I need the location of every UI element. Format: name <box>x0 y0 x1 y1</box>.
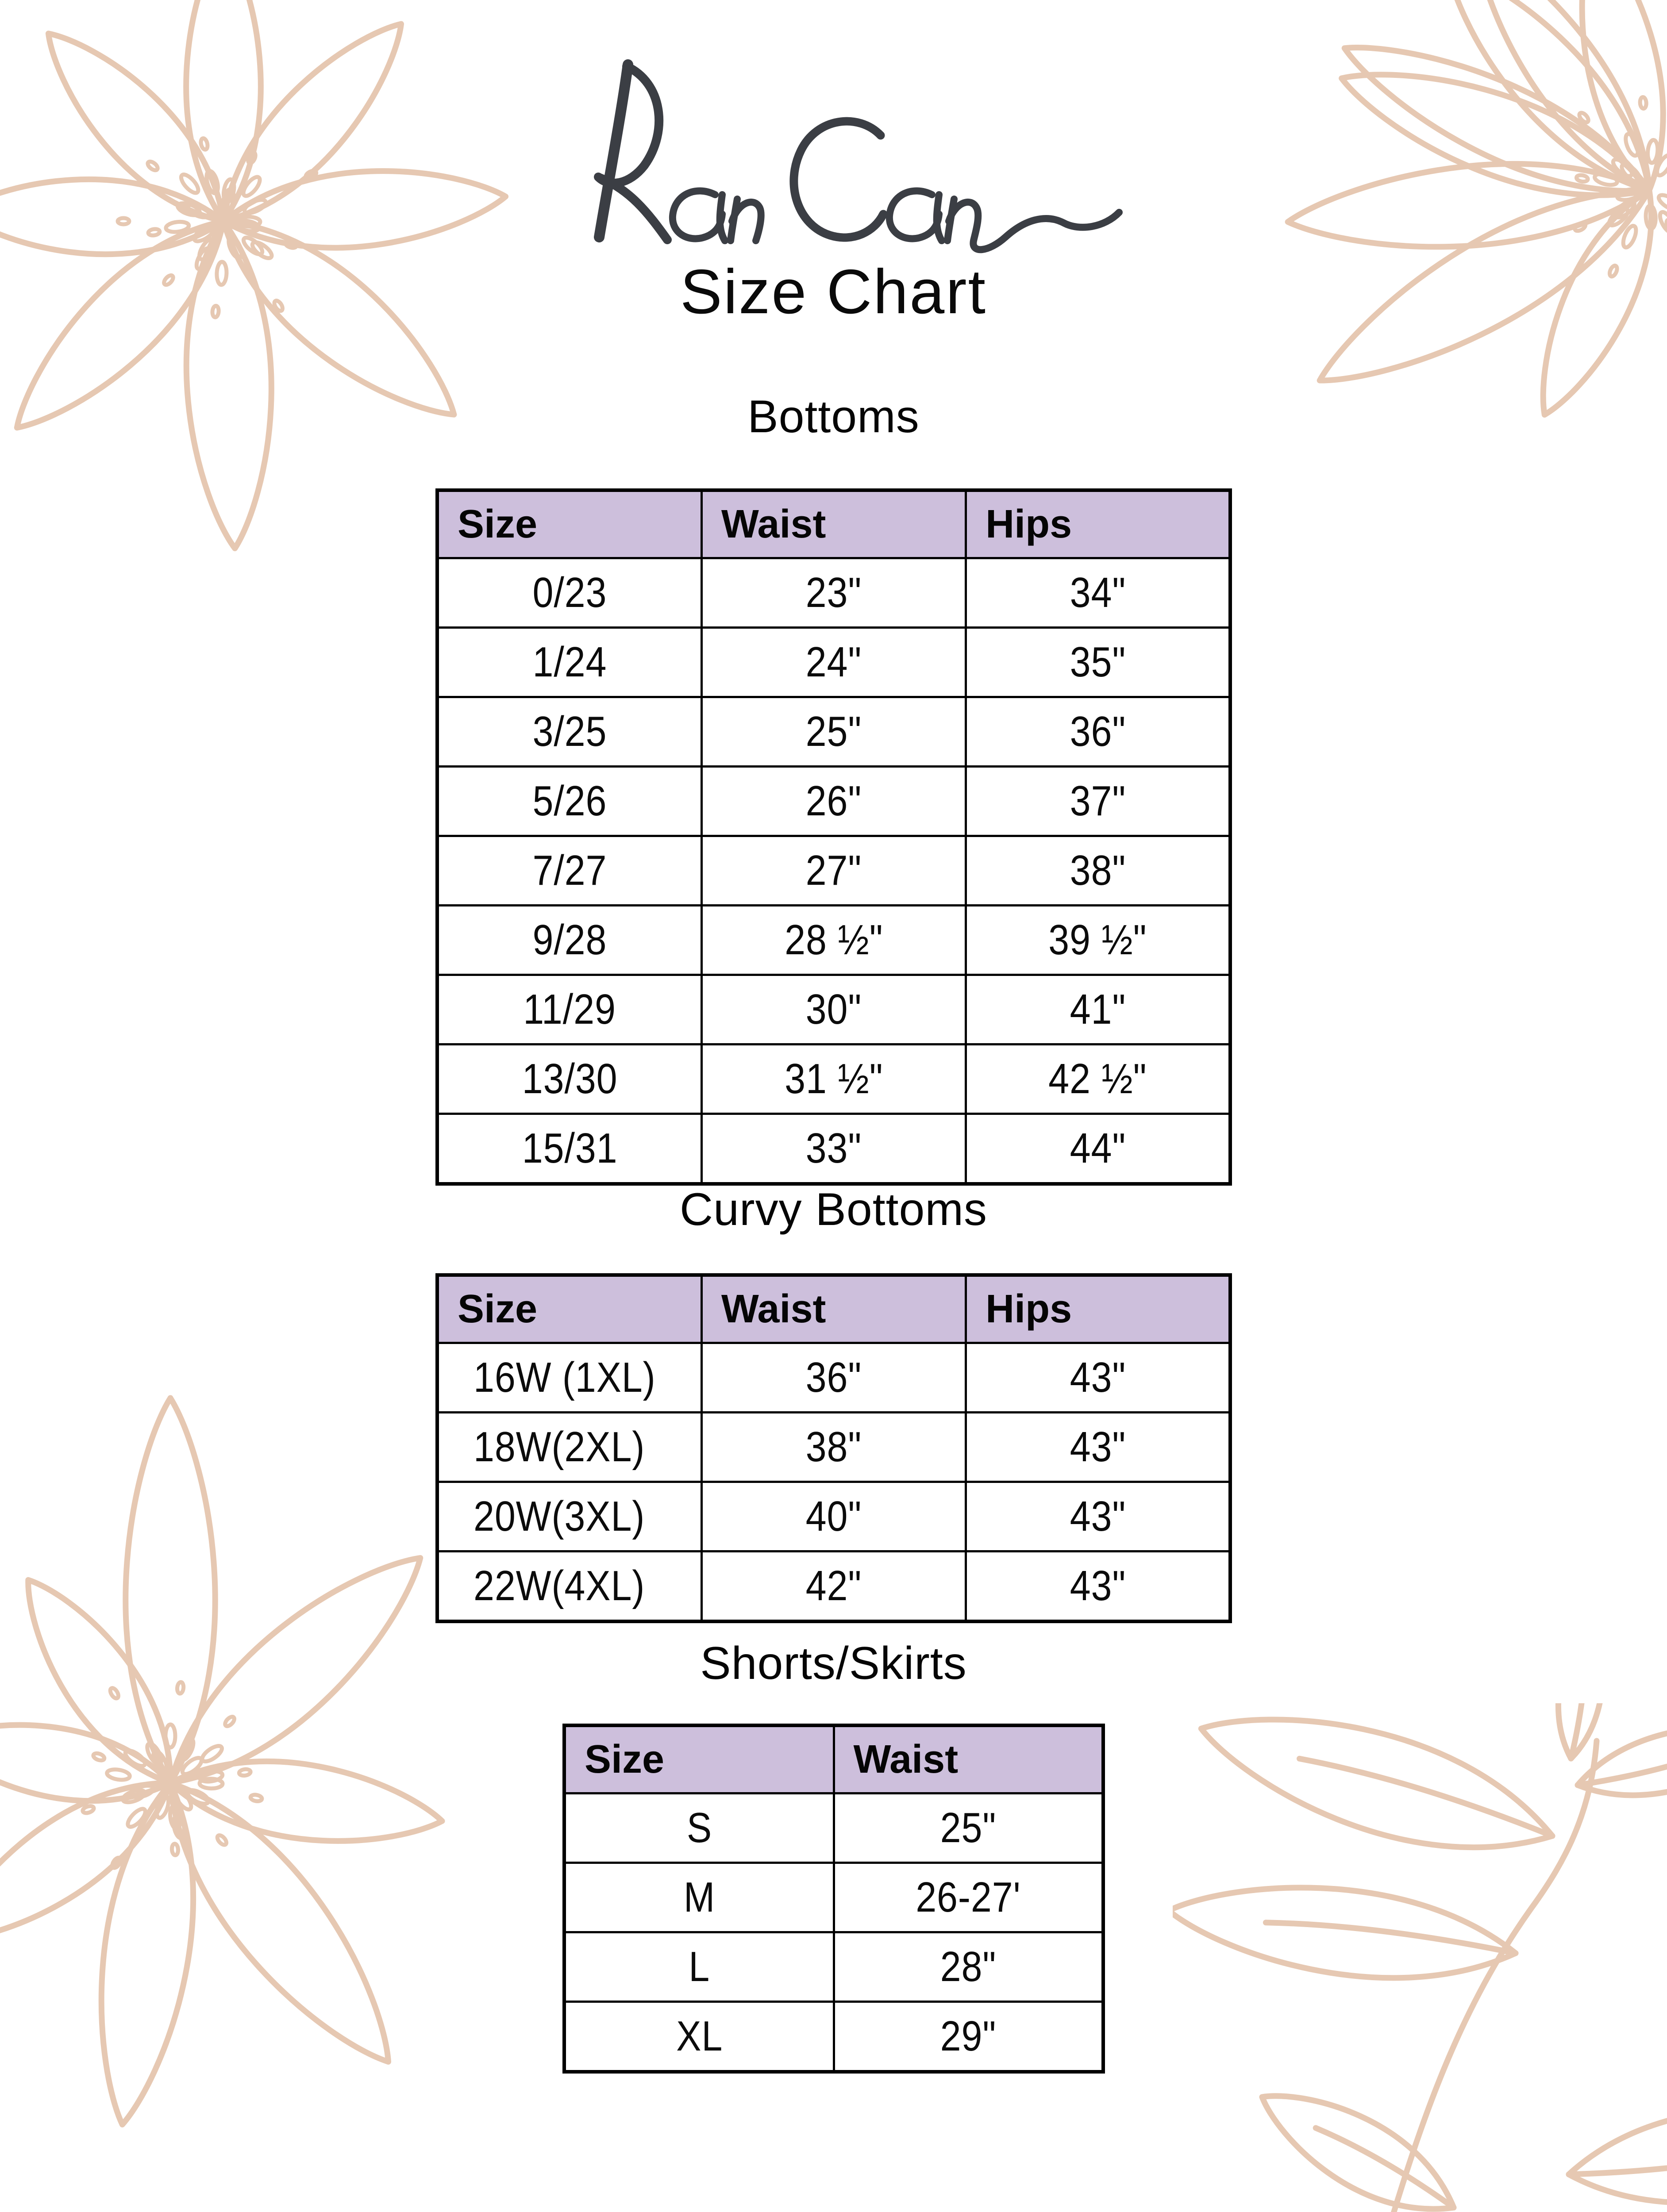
cell-value: 38" <box>805 1423 862 1471</box>
size-cell <box>564 1793 834 1863</box>
cell-value: 26" <box>805 777 862 825</box>
column-header-size: Size <box>437 490 701 558</box>
waist-cell <box>834 2002 1103 2072</box>
cell-value: 1/24 <box>532 638 607 686</box>
table-row <box>564 1863 1103 1932</box>
hips-cell <box>966 836 1230 906</box>
waist-cell <box>834 1932 1103 2002</box>
waist-cell <box>701 558 966 628</box>
hips-cell <box>966 1114 1230 1184</box>
cell-value: 13/30 <box>522 1055 618 1102</box>
table-row <box>437 1045 1230 1114</box>
cell-value: 34" <box>1070 569 1126 616</box>
cell-value: 24" <box>805 638 862 686</box>
cell-value: 41" <box>1070 986 1126 1033</box>
table-row <box>437 697 1230 767</box>
waist-cell <box>701 1045 966 1114</box>
waist-cell <box>834 1793 1103 1863</box>
cell-value: 16W (1XL) <box>474 1354 656 1401</box>
table-row <box>437 628 1230 697</box>
table-row <box>437 1114 1230 1184</box>
cell-value: M <box>683 1874 715 1921</box>
waist-cell <box>701 1482 966 1551</box>
cell-value: 0/23 <box>532 569 607 616</box>
cell-value: 44" <box>1070 1125 1126 1172</box>
cell-value: L <box>689 1943 710 1990</box>
column-header-hips: Hips <box>966 490 1230 558</box>
page-title: Size Chart <box>680 257 987 327</box>
size-cell <box>437 1413 701 1482</box>
header-row <box>437 490 1230 558</box>
hips-cell <box>966 906 1230 975</box>
bottoms-table-wrap <box>435 488 1232 1186</box>
size-cell <box>437 1482 701 1551</box>
cell-value: 40" <box>805 1493 862 1540</box>
waist-cell <box>701 1413 966 1482</box>
table-row <box>437 1413 1230 1482</box>
cell-value: 22W(4XL) <box>474 1562 645 1609</box>
table-row <box>437 906 1230 975</box>
size-cell <box>564 1932 834 2002</box>
table-row <box>437 975 1230 1045</box>
cell-value: 25" <box>805 708 862 755</box>
cell-value: 7/27 <box>532 847 607 894</box>
column-header-size: Size <box>564 1725 834 1793</box>
waist-cell <box>701 767 966 836</box>
cell-value: 33" <box>805 1125 862 1172</box>
hips-cell <box>966 1343 1230 1413</box>
column-header-hips: Hips <box>966 1275 1230 1343</box>
kancan-logo <box>489 57 1179 254</box>
hips-cell <box>966 1413 1230 1482</box>
waist-cell <box>701 1343 966 1413</box>
size-cell <box>437 1114 701 1184</box>
hips-cell <box>966 1551 1230 1622</box>
cell-value: 29" <box>940 2012 997 2060</box>
column-header-waist: Waist <box>701 1275 966 1343</box>
column-header-waist: Waist <box>834 1725 1103 1793</box>
cell-value: 36" <box>805 1354 862 1401</box>
bottoms-table <box>435 488 1232 1186</box>
cell-value: 3/25 <box>532 708 607 755</box>
column-header-waist: Waist <box>701 490 966 558</box>
cell-value: 43" <box>1070 1493 1126 1540</box>
hips-cell <box>966 767 1230 836</box>
cell-value: 15/31 <box>522 1125 618 1172</box>
size-cell <box>437 906 701 975</box>
cell-value: 36" <box>1070 708 1126 755</box>
cell-value: 31 ½" <box>784 1055 883 1102</box>
size-cell <box>437 1045 701 1114</box>
size-cell <box>437 1551 701 1622</box>
curvy-bottoms-table-wrap <box>435 1273 1232 1623</box>
section-heading-shorts-skirts: Shorts/Skirts <box>700 1638 967 1689</box>
cell-value: 42 ½" <box>1048 1055 1147 1102</box>
cell-value: 27" <box>805 847 862 894</box>
cell-value: 43" <box>1070 1423 1126 1471</box>
curvy-bottoms-table <box>435 1273 1232 1623</box>
waist-cell <box>701 836 966 906</box>
shorts-skirts-table-wrap <box>562 1724 1105 2074</box>
cell-value: 42" <box>805 1562 862 1609</box>
table-row <box>437 1551 1230 1622</box>
hips-cell <box>966 1045 1230 1114</box>
size-cell <box>437 697 701 767</box>
cell-value: 11/29 <box>523 986 616 1033</box>
header-row <box>564 1725 1103 1793</box>
cell-value: 18W(2XL) <box>474 1423 645 1471</box>
size-cell <box>437 558 701 628</box>
waist-cell <box>701 975 966 1045</box>
cell-value: 37" <box>1070 777 1126 825</box>
cell-value: 23" <box>805 569 862 616</box>
waist-cell <box>701 906 966 975</box>
cell-value: 28" <box>940 1943 997 1990</box>
cell-value: 43" <box>1070 1562 1126 1609</box>
hips-cell <box>966 697 1230 767</box>
size-cell <box>437 1343 701 1413</box>
cell-value: 20W(3XL) <box>474 1493 645 1540</box>
table-row <box>564 1932 1103 2002</box>
cell-value: S <box>686 1804 712 1851</box>
size-cell <box>564 1863 834 1932</box>
hips-cell <box>966 975 1230 1045</box>
cell-value: 30" <box>805 986 862 1033</box>
hips-cell <box>966 1482 1230 1551</box>
cell-value: 9/28 <box>532 916 607 964</box>
cell-value: 35" <box>1070 638 1126 686</box>
waist-cell <box>701 697 966 767</box>
shorts-skirts-table <box>562 1724 1105 2074</box>
cell-value: 38" <box>1070 847 1126 894</box>
cell-value: 25" <box>940 1804 997 1851</box>
section-heading-bottoms: Bottoms <box>747 391 920 442</box>
table-row <box>564 2002 1103 2072</box>
size-cell <box>437 975 701 1045</box>
waist-cell <box>701 628 966 697</box>
table-row <box>437 1482 1230 1551</box>
waist-cell <box>701 1114 966 1184</box>
size-cell <box>437 767 701 836</box>
section-heading-curvy-bottoms: Curvy Bottoms <box>680 1184 987 1235</box>
size-cell <box>437 836 701 906</box>
cell-value: 28 ½" <box>784 916 883 964</box>
size-cell <box>437 628 701 697</box>
cell-value: 26-27' <box>916 1874 1021 1921</box>
cell-value: 5/26 <box>532 777 607 825</box>
table-row <box>437 767 1230 836</box>
hips-cell <box>966 628 1230 697</box>
cell-value: 43" <box>1070 1354 1126 1401</box>
table-row <box>437 836 1230 906</box>
header-row <box>437 1275 1230 1343</box>
size-cell <box>564 2002 834 2072</box>
table-row <box>564 1793 1103 1863</box>
hips-cell <box>966 558 1230 628</box>
table-row <box>437 1343 1230 1413</box>
cell-value: XL <box>676 2012 723 2060</box>
table-row <box>437 558 1230 628</box>
column-header-size: Size <box>437 1275 701 1343</box>
waist-cell <box>701 1551 966 1622</box>
waist-cell <box>834 1863 1103 1932</box>
cell-value: 39 ½" <box>1048 916 1147 964</box>
